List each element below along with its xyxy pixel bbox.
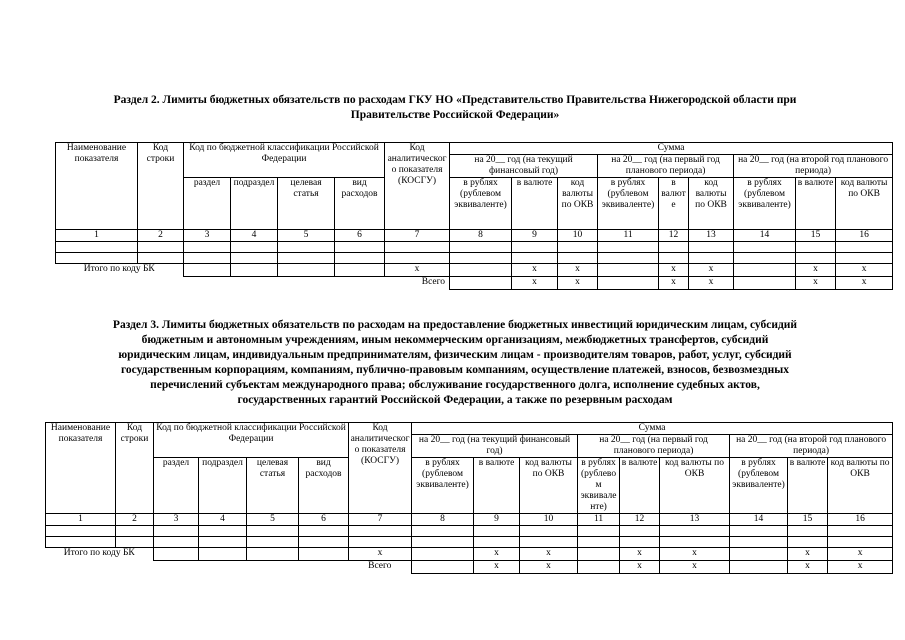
header-year-second-plan: на 20__ год (на второй год планового периода) [734, 155, 893, 178]
x-mark: x [558, 264, 598, 277]
header-currency: в валюте [659, 178, 689, 230]
x-mark: x [385, 264, 450, 277]
column-number: 15 [796, 230, 836, 242]
header-okv: код валюты по ОКВ [660, 458, 730, 514]
column-number: 11 [578, 514, 620, 526]
header-rub: в рублях (рублевом эквиваленте) [578, 458, 620, 514]
header-row-code: Код строки [116, 423, 154, 514]
column-number: 13 [689, 230, 734, 242]
section2-title-line1: Раздел 2. Лимиты бюджетных обязательств по расходам ГКУ НО «Представительство Правительства Нижегородской области при [113, 94, 797, 106]
header-name: Наименование показателя [56, 143, 138, 230]
x-mark: x [828, 561, 893, 574]
column-number: 6 [299, 514, 349, 526]
header-analytic-code: Код аналитического показателя (КОСГУ) [349, 423, 412, 514]
itogo-row [46, 548, 893, 561]
header-year-current: на 20__ год (на текущий финансовый год) [412, 435, 578, 458]
header-analytic-code: Код аналитического показателя (КОСГУ) [385, 143, 450, 230]
x-mark: x [836, 264, 893, 277]
x-mark: x [659, 264, 689, 277]
x-mark: x [660, 561, 730, 574]
itogo-row [56, 264, 893, 277]
header-year-current: на 20__ год (на текущий финансовый год) [450, 155, 598, 178]
section3-title-line: юридическим лицам, индивидуальным предпринимателям, физическим лицам - производителям товаров, работ, услуг, субсидий [118, 349, 792, 361]
header-rub: в рублях (рублевом эквиваленте) [412, 458, 474, 514]
column-numbers-row [56, 230, 893, 242]
x-mark: x [796, 264, 836, 277]
column-number: 15 [788, 514, 828, 526]
header-year-second-plan: на 20__ год (на второй год планового периода) [730, 435, 893, 458]
column-number: 1 [46, 514, 116, 526]
column-number: 12 [659, 230, 689, 242]
column-number: 16 [836, 230, 893, 242]
x-mark: x [689, 277, 734, 290]
header-rub: в рублях (рублевом эквиваленте) [734, 178, 796, 230]
header-expense-type: вид расходов [299, 458, 349, 514]
section3-title-line: государственным корпорациям, компаниям, публично-правовым компаниям, осуществление платежей, взносов, безвозмездных [121, 364, 789, 376]
column-number: 8 [450, 230, 512, 242]
header-okv: код валюты по ОКВ [828, 458, 893, 514]
empty-row [46, 526, 893, 537]
header-currency: в валюте [788, 458, 828, 514]
section2-title [40, 93, 870, 123]
section3-title-line: бюджетным и автономным учреждениям, иным некоммерческим организациям, межбюджетных трансфертов, субсидий [141, 334, 769, 346]
x-mark: x [620, 561, 660, 574]
section3-title-line: государственных гарантий Российской Федерации, а также по резервным расходам [237, 394, 673, 406]
header-currency: в валюте [620, 458, 660, 514]
header-year-first-plan: на 20__ год (на первый год планового периода) [578, 435, 730, 458]
header-name: Наименование показателя [46, 423, 116, 514]
x-mark: x [828, 548, 893, 561]
section3-title-line: перечислений субъектам международного права; обслуживание государственного долга, исполнение судебных актов, [150, 379, 760, 391]
section3-title-line: Раздел 3. Лимиты бюджетных обязательств по расходам на предоставление бюджетных инвестиций юридическим лицам, субсидий [112, 319, 798, 331]
header-sum: Сумма [412, 423, 893, 435]
column-number: 10 [558, 230, 598, 242]
column-number: 7 [349, 514, 412, 526]
header-razdel: раздел [184, 178, 231, 230]
column-number: 9 [474, 514, 520, 526]
header-okv: код валюты по ОКВ [689, 178, 734, 230]
x-mark: x [659, 277, 689, 290]
column-number: 2 [116, 514, 154, 526]
header-row-code: Код строки [138, 143, 184, 230]
itogo-label: Итого по коду БК [63, 548, 135, 558]
x-mark: x [512, 277, 558, 290]
header-currency: в валюте [474, 458, 520, 514]
column-number: 3 [154, 514, 199, 526]
x-mark: x [796, 277, 836, 290]
section3-limits-table [45, 422, 893, 574]
section3-title [40, 318, 870, 408]
vsego-label: Всего [421, 277, 446, 287]
x-mark: x [520, 561, 578, 574]
section2-title-line2: Правительстве Российской Федерации» [350, 109, 560, 121]
vsego-row [46, 561, 893, 574]
x-mark: x [558, 277, 598, 290]
header-currency: в валюте [796, 178, 836, 230]
empty-row [46, 537, 893, 548]
header-year-first-plan: на 20__ год (на первый год планового периода) [598, 155, 734, 178]
header-razdel: раздел [154, 458, 199, 514]
header-expense-type: вид расходов [335, 178, 385, 230]
column-number: 14 [734, 230, 796, 242]
header-okv: код валюты по ОКВ [836, 178, 893, 230]
column-number: 3 [184, 230, 231, 242]
x-mark: x [660, 548, 730, 561]
x-mark: x [788, 561, 828, 574]
section2-limits-table [55, 142, 893, 290]
header-bk-code: Код по бюджетной классификации Российской Федерации [154, 423, 349, 458]
column-number: 14 [730, 514, 788, 526]
x-mark: x [788, 548, 828, 561]
column-number: 16 [828, 514, 893, 526]
vsego-row [56, 277, 893, 290]
empty-row [56, 253, 893, 264]
header-currency: в валюте [512, 178, 558, 230]
header-rub: в рублях (рублевом эквиваленте) [730, 458, 788, 514]
column-number: 2 [138, 230, 184, 242]
column-number: 4 [199, 514, 247, 526]
x-mark: x [836, 277, 893, 290]
x-mark: x [512, 264, 558, 277]
header-rub: в рублях (рублевом эквиваленте) [450, 178, 512, 230]
x-mark: x [620, 548, 660, 561]
x-mark: x [349, 548, 412, 561]
column-number: 6 [335, 230, 385, 242]
header-okv: код валюты по ОКВ [520, 458, 578, 514]
itogo-label: Итого по коду БК [83, 264, 155, 274]
vsego-label: Всего [368, 561, 392, 571]
column-number: 5 [278, 230, 335, 242]
header-target-article: целевая статья [247, 458, 299, 514]
x-mark: x [474, 561, 520, 574]
header-podrazdel: подраздел [231, 178, 278, 230]
column-number: 4 [231, 230, 278, 242]
column-number: 7 [385, 230, 450, 242]
header-okv: код валюты по ОКВ [558, 178, 598, 230]
column-number: 1 [56, 230, 138, 242]
column-number: 8 [412, 514, 474, 526]
header-rub: в рублях (рублевом эквиваленте) [598, 178, 659, 230]
column-number: 10 [520, 514, 578, 526]
empty-row [56, 242, 893, 253]
column-number: 9 [512, 230, 558, 242]
x-mark: x [689, 264, 734, 277]
x-mark: x [474, 548, 520, 561]
column-number: 5 [247, 514, 299, 526]
header-podrazdel: подраздел [199, 458, 247, 514]
header-bk-code: Код по бюджетной классификации Российской Федерации [184, 143, 385, 178]
column-number: 11 [598, 230, 659, 242]
column-number: 13 [660, 514, 730, 526]
header-target-article: целевая статья [278, 178, 335, 230]
column-numbers-row [46, 514, 893, 526]
x-mark: x [520, 548, 578, 561]
header-sum: Сумма [450, 143, 893, 155]
column-number: 12 [620, 514, 660, 526]
